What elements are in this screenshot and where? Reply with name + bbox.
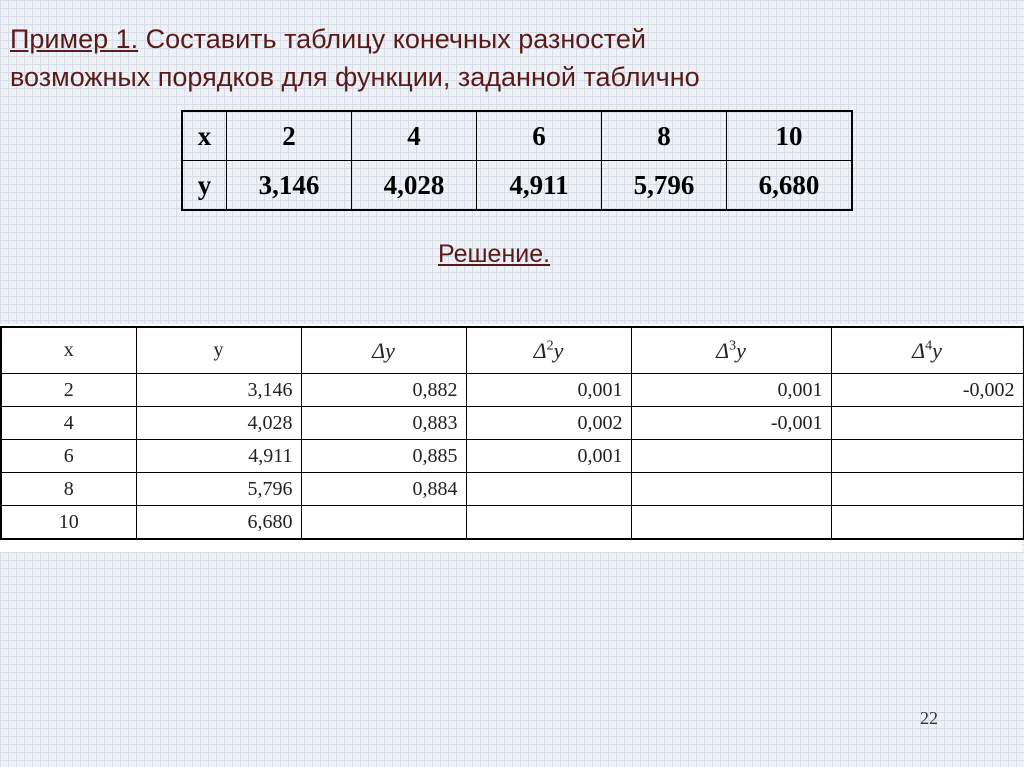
- cell-delta-3: [631, 506, 831, 540]
- differences-header-row: [1, 327, 1023, 374]
- page-number: 22: [920, 708, 938, 728]
- table-row: [1, 440, 1023, 473]
- delta-variable: y: [385, 337, 395, 363]
- cell-delta-3: [631, 440, 831, 473]
- delta-symbol: Δ: [372, 337, 386, 363]
- delta-order: 4: [925, 338, 933, 354]
- delta-order: 2: [546, 338, 554, 354]
- cell-y: 3,146: [136, 374, 301, 407]
- cell-delta-4: [831, 407, 1023, 440]
- cell-delta-2: [466, 473, 631, 506]
- given-y-value: 4,911: [477, 161, 602, 211]
- given-x-value: 10: [727, 111, 853, 161]
- solution-heading: Решение.: [438, 240, 551, 268]
- cell-delta-1: 0,883: [301, 407, 466, 440]
- delta-symbol: Δ: [533, 337, 547, 363]
- cell-delta-1: 0,885: [301, 440, 466, 473]
- cell-delta-4: [831, 473, 1023, 506]
- given-x-value: 2: [227, 111, 352, 161]
- cell-delta-1: 0,882: [301, 374, 466, 407]
- title-line-1-text: Составить таблицу конечных разностей: [138, 24, 646, 54]
- header-delta-2: [466, 327, 631, 374]
- title-line-2: возможных порядков для функции, заданной таблично: [10, 62, 700, 92]
- cell-y: 6,680: [136, 506, 301, 540]
- cell-x: 6: [1, 440, 136, 473]
- finite-differences-table: [0, 326, 1024, 540]
- header-delta-4: [831, 327, 1023, 374]
- example-label: Пример 1.: [10, 24, 139, 54]
- given-y-row: [182, 161, 852, 211]
- cell-y: 5,796: [136, 473, 301, 506]
- cell-delta-3: -0,001: [631, 407, 831, 440]
- delta-variable: y: [736, 337, 746, 363]
- header-delta-3: [631, 327, 831, 374]
- cell-delta-4: [831, 440, 1023, 473]
- cell-delta-2: 0,002: [466, 407, 631, 440]
- given-x-value: 6: [477, 111, 602, 161]
- header-y: y: [136, 327, 301, 374]
- given-y-value: 3,146: [227, 161, 352, 211]
- cell-x: 8: [1, 473, 136, 506]
- cell-delta-2: 0,001: [466, 440, 631, 473]
- cell-delta-3: 0,001: [631, 374, 831, 407]
- table-row: [1, 473, 1023, 506]
- cell-delta-4: [831, 506, 1023, 540]
- delta-variable: y: [553, 337, 564, 363]
- cell-x: 10: [1, 506, 136, 540]
- table-row: [1, 407, 1023, 440]
- slide-title: [10, 20, 890, 96]
- delta-symbol: Δ: [912, 337, 926, 363]
- given-function-table: [181, 110, 853, 211]
- header-delta-1: [301, 327, 466, 374]
- table-row: [1, 374, 1023, 407]
- delta-order: 3: [729, 338, 737, 354]
- given-y-value: 4,028: [352, 161, 477, 211]
- cell-delta-1: [301, 506, 466, 540]
- cell-delta-2: [466, 506, 631, 540]
- given-y-value: 5,796: [602, 161, 727, 211]
- title-line-1: [10, 20, 890, 58]
- header-x: x: [1, 327, 136, 374]
- given-x-row: [182, 111, 852, 161]
- delta-variable: y: [932, 337, 942, 363]
- given-x-value: 4: [352, 111, 477, 161]
- cell-y: 4,911: [136, 440, 301, 473]
- cell-y: 4,028: [136, 407, 301, 440]
- cell-x: 4: [1, 407, 136, 440]
- cell-delta-4: -0,002: [831, 374, 1023, 407]
- cell-x: 2: [1, 374, 136, 407]
- given-y-value: 6,680: [727, 161, 853, 211]
- given-x-label: x: [182, 111, 227, 161]
- cell-delta-2: 0,001: [466, 374, 631, 407]
- given-y-label: y: [182, 161, 227, 211]
- given-x-value: 8: [602, 111, 727, 161]
- delta-symbol: Δ: [716, 337, 730, 363]
- cell-delta-1: 0,884: [301, 473, 466, 506]
- table-row: [1, 506, 1023, 540]
- cell-delta-3: [631, 473, 831, 506]
